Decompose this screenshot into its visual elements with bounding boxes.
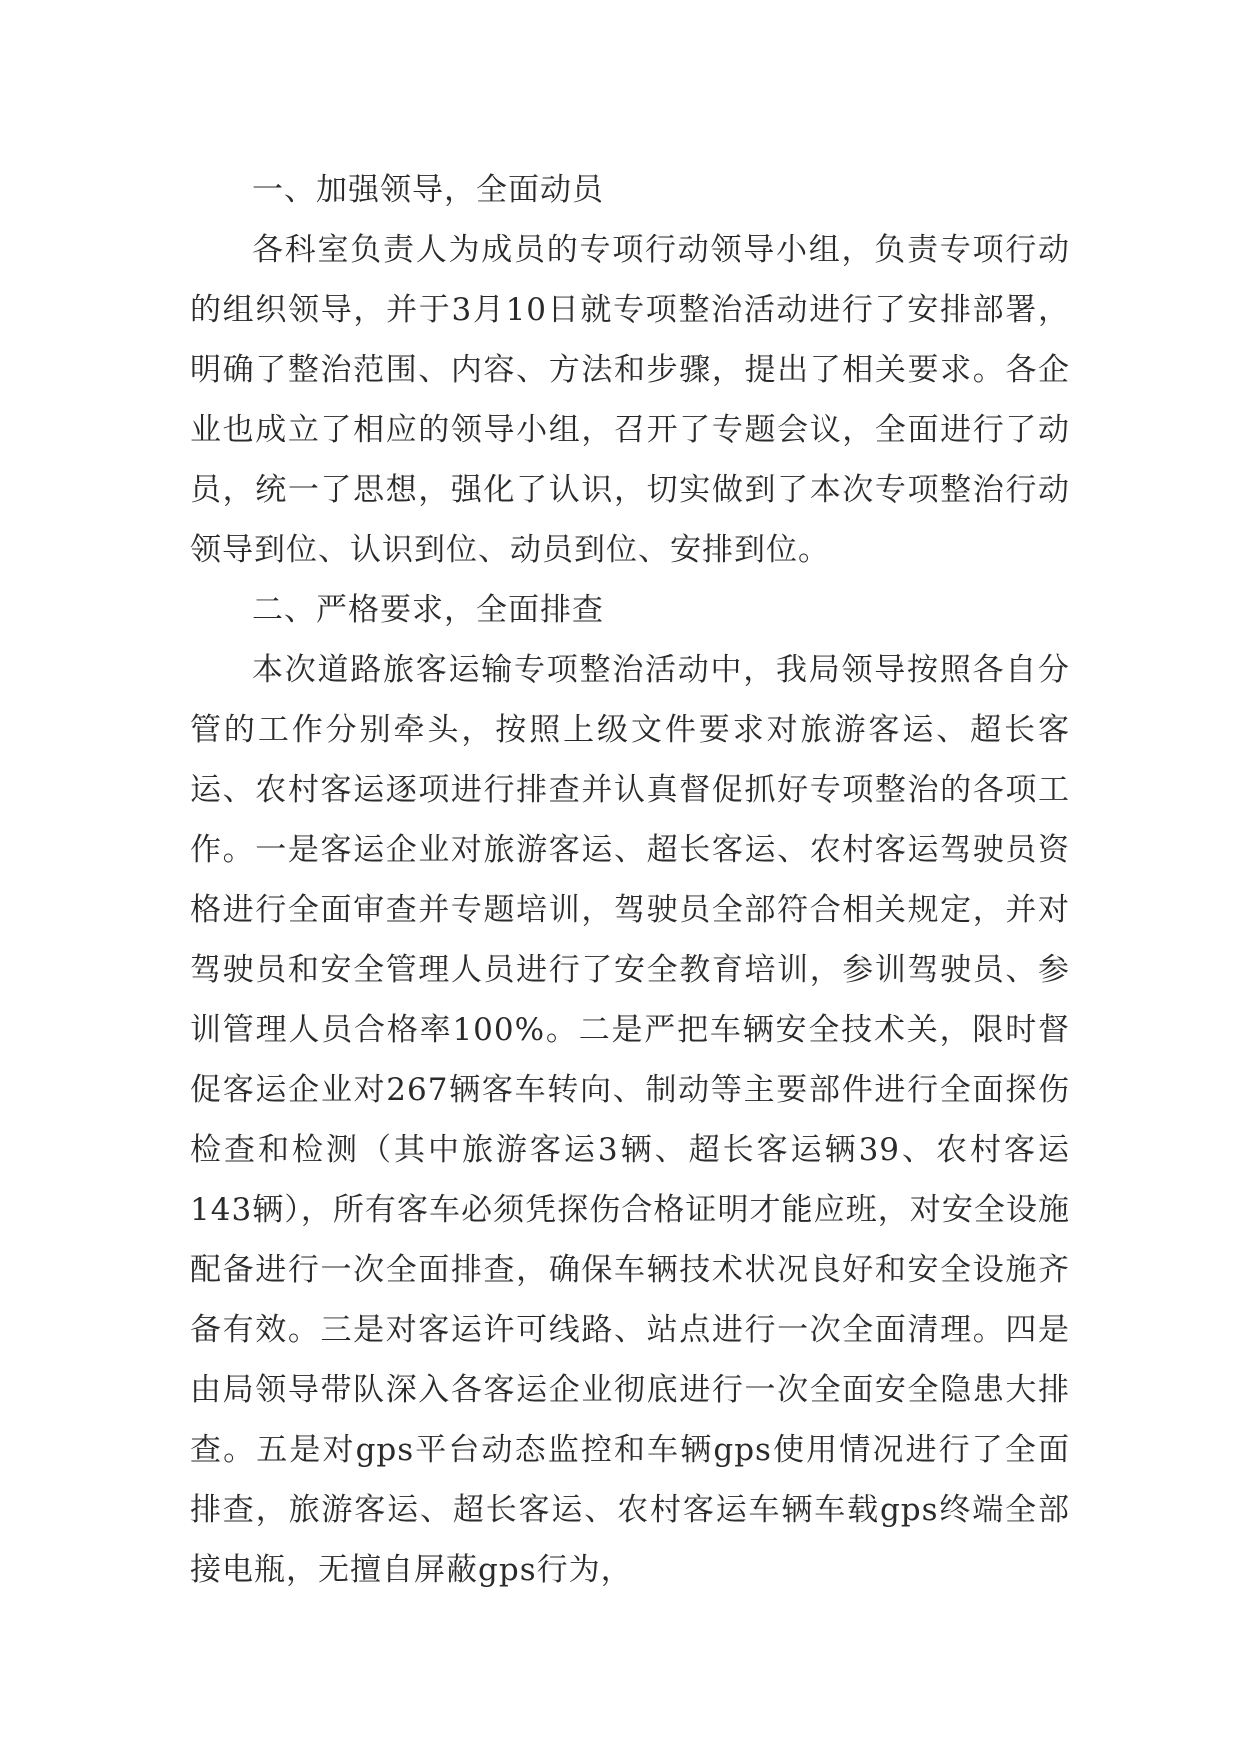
section-2-paragraph: 本次道路旅客运输专项整治活动中，我局领导按照各自分管的工作分别牵头，按照上级文件要求对旅游客运、超长客运、农村客运逐项进行排查并认真督促抓好专项整治的各项工作。一是客运企业对旅游客运、超长客运、农村客运驾驶员资格进行全面审查并专题培训，驾驶员全部符合相关规定，并对驾驶员和安全管理人员进行了安全教育培训，参训驾驶员、参训管理人员合格率100%。二是严把车辆安全技术关，限时督促客运企业对267辆客车转向、制动等主要部件进行全面探伤检查和检测（其中旅游客运3辆、超长客运辆39、农村客运143辆），所有客车必须凭探伤合格证明才能应班，对安全设施配备进行一次全面排查，确保车辆技术状况良好和安全设施齐备有效。三是对客运许可线路、站点进行一次全面清理。四是由局领导带队深入各客运企业彻底进行一次全面安全隐患大排查。五是对gps平台动态监控和车辆gps使用情况进行了全面排查，旅游客运、超长客运、农村客运车辆车载gps终端全部接电瓶，无擅自屏蔽gps行为，: [190, 652, 1070, 1588]
section-2-heading: 二、严格要求，全面排查: [252, 592, 604, 628]
section-1-paragraph: 各科室负责人为成员的专项行动领导小组，负责专项行动的组织领导，并于3月10日就专项整治活动进行了安排部署，明确了整治范围、内容、方法和步骤，提出了相关要求。各企业也成立了相应的领导小组，召开了专题会议，全面进行了动员，统一了思想，强化了认识，切实做到了本次专项整治行动领导到位、认识到位、动员到位、安排到位。: [190, 232, 1070, 568]
section-1-heading: 一、加强领导，全面动员: [252, 172, 604, 208]
document-body: [190, 160, 1070, 1600]
